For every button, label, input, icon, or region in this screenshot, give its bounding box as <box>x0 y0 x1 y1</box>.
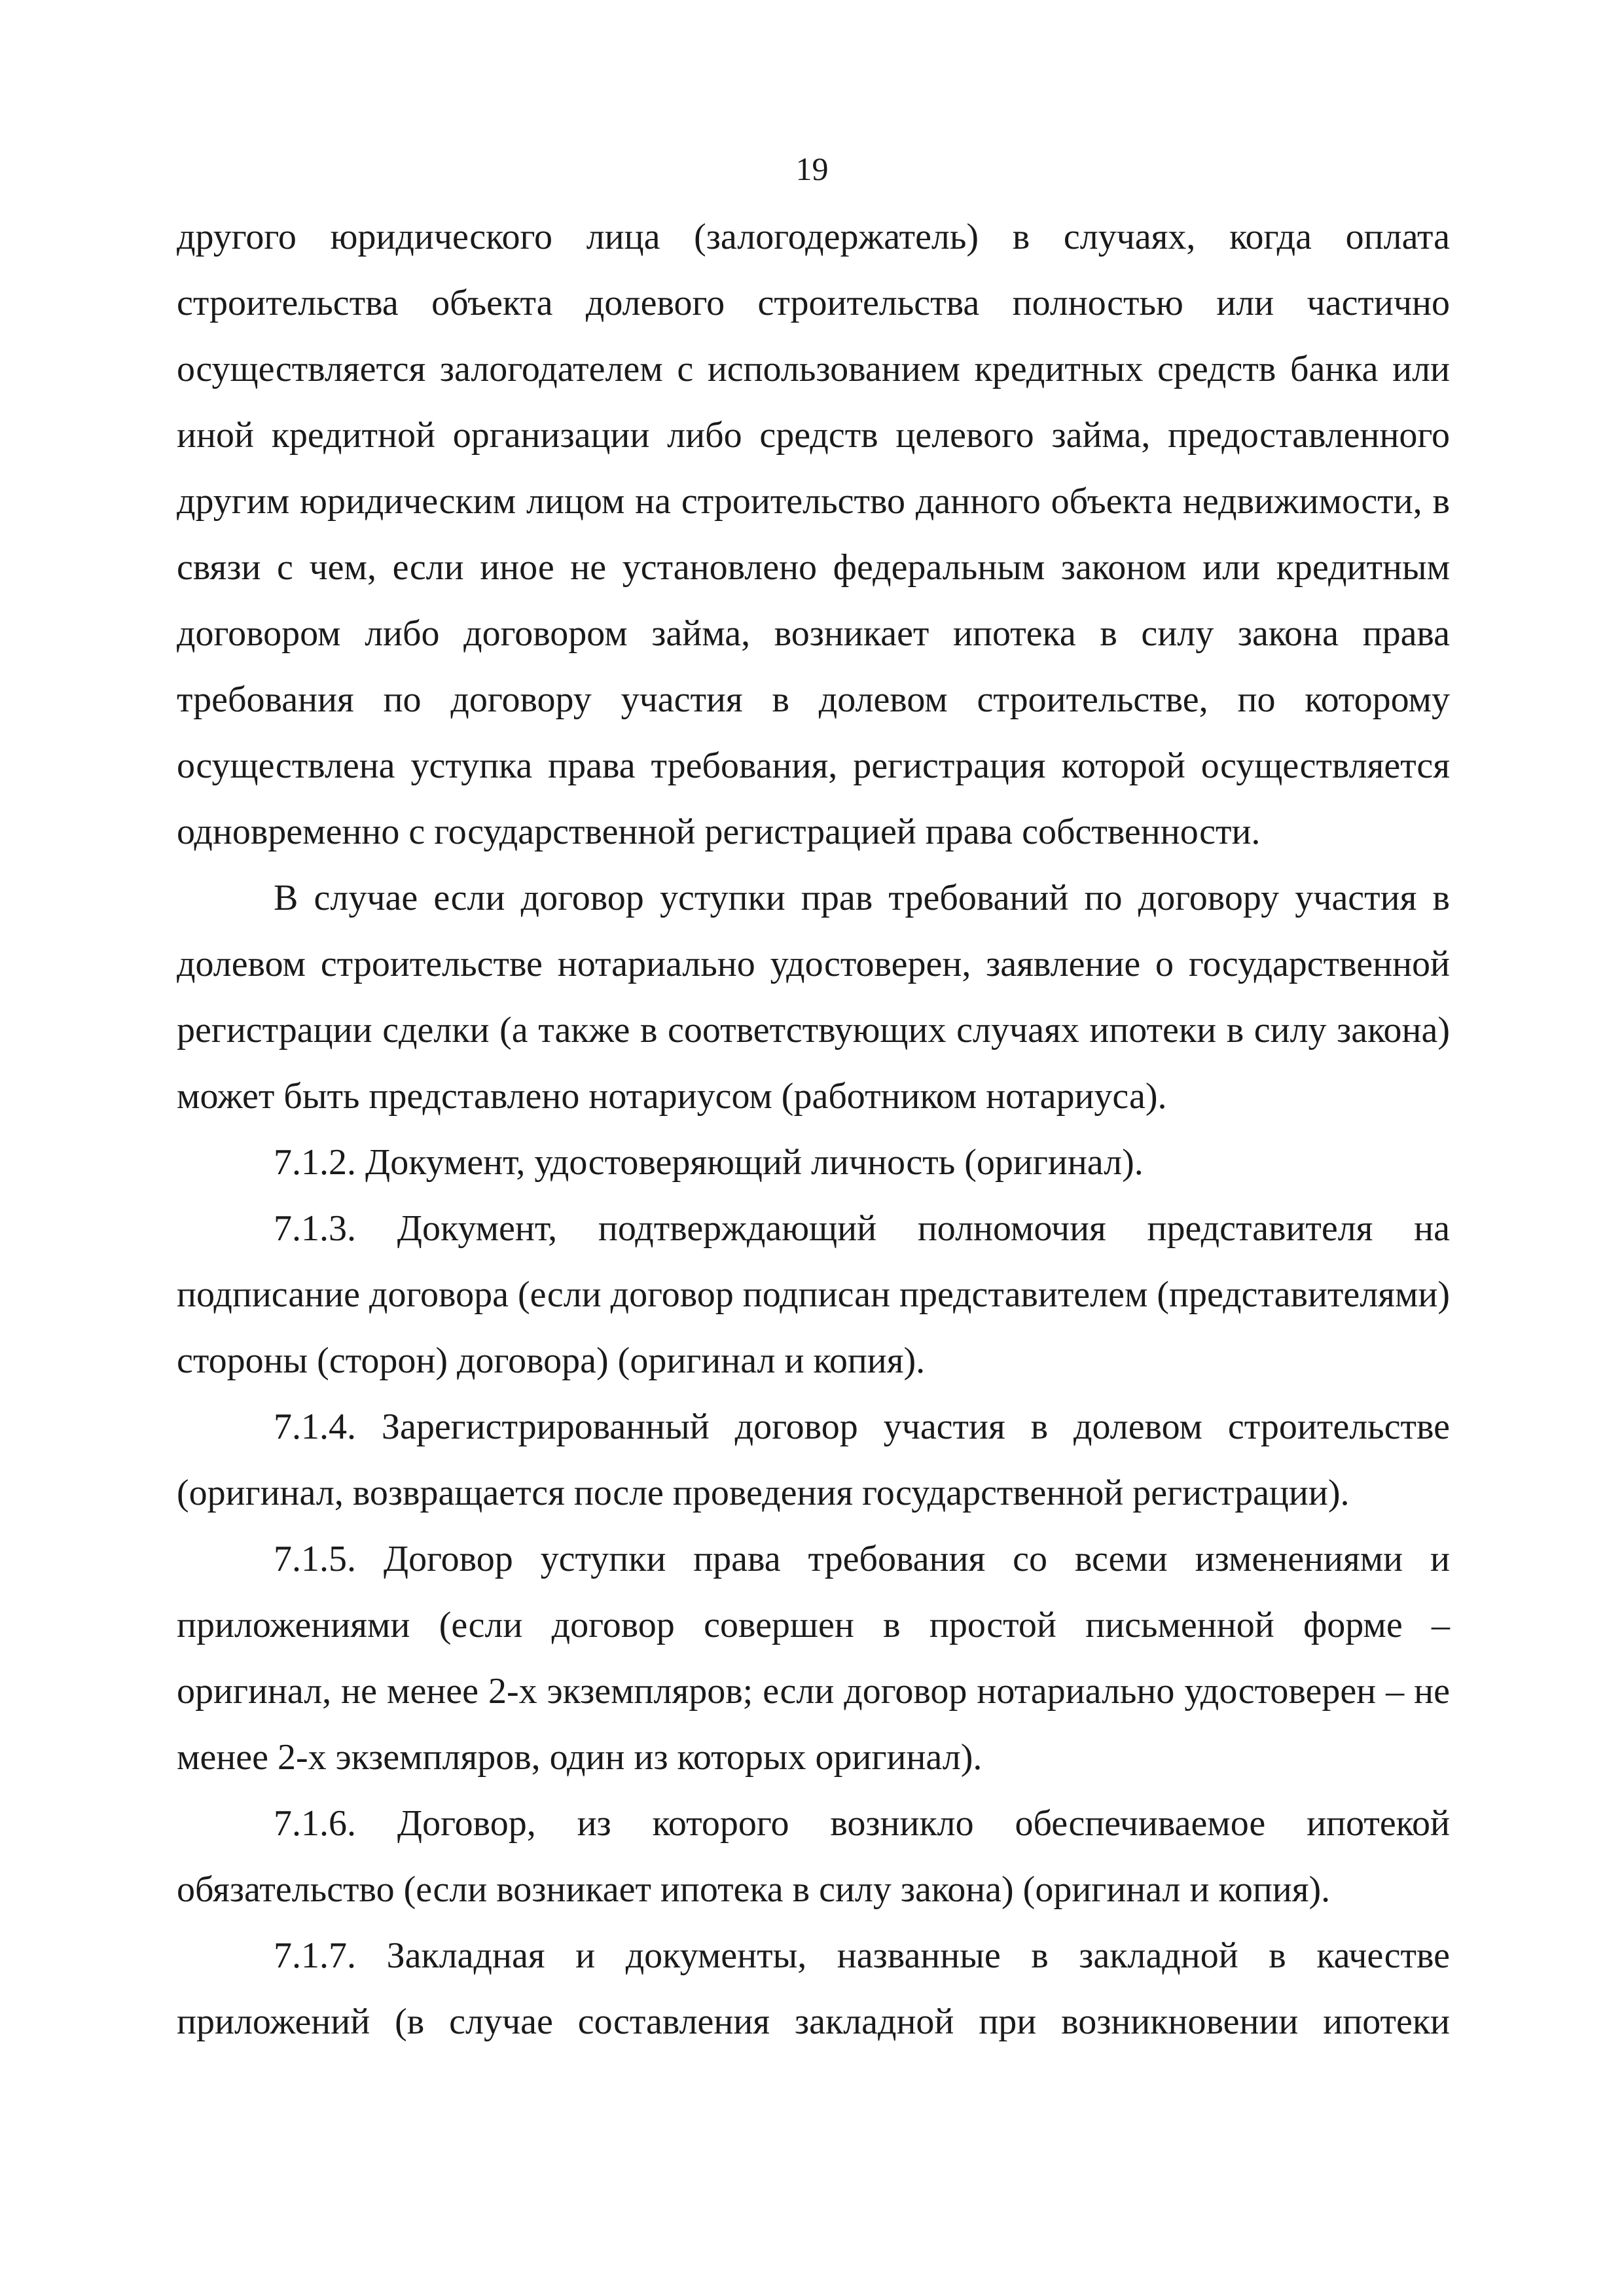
paragraph-7-1-5: 7.1.5. Договор уступки права требования со всеми изменениями и приложениями (если договор совершен в простой письменной форме – оригинал, не менее 2-х экземпляров; если договор нотариально удостоверен – не менее 2-х экземпляров, один из которых оригинал). <box>177 1539 1450 1778</box>
page-number: 19 <box>795 151 829 187</box>
paragraph-continuation: другого юридического лица (залогодержатель) в случаях, когда оплата строительства объекта долевого строительства полностью или частично осуществляется залогодателем с использованием кредитных средств банка или иной кредитной организации либо средств целевого займа, предоставленного другим юридическим лицом на строительство данного объекта недвижимости, в связи с чем, если иное не установлено федеральным законом или кредитным договором либо договором займа, возникает ипотека в силу закона права требования по договору участия в долевом строительстве, по которому осуществлена уступка права требования, регистрация которой осуществляется одновременно с государственной регистрацией права собственности. <box>177 217 1450 852</box>
paragraph-7-1-4: 7.1.4. Зарегистрированный договор участия в долевом строительстве (оригинал, возвращается после проведения государственной регистрации). <box>177 1407 1450 1513</box>
paragraph-7-1-7: 7.1.7. Закладная и документы, названные в закладной в качестве приложений (в случае составления закладной при возникновении ипотеки <box>177 1935 1450 2042</box>
paragraph-7-1-3: 7.1.3. Документ, подтверждающий полномочия представителя на подписание договора (если договор подписан представителем (представителями) стороны (сторон) договора) (оригинал и копия). <box>177 1208 1450 1381</box>
document-body <box>177 204 1450 2055</box>
paragraph-7-1-6: 7.1.6. Договор, из которого возникло обеспечиваемое ипотекой обязательство (если возникает ипотека в силу закона) (оригинал и копия). <box>177 1803 1450 1910</box>
paragraph-notary-case: В случае если договор уступки прав требований по договору участия в долевом строительстве нотариально удостоверен, заявление о государственной регистрации сделки (а также в соответствующих случаях ипотеки в силу закона) может быть представлено нотариусом (работником нотариуса). <box>177 878 1450 1117</box>
paragraph-7-1-2: 7.1.2. Документ, удостоверяющий личность (оригинал). <box>274 1142 1144 1183</box>
